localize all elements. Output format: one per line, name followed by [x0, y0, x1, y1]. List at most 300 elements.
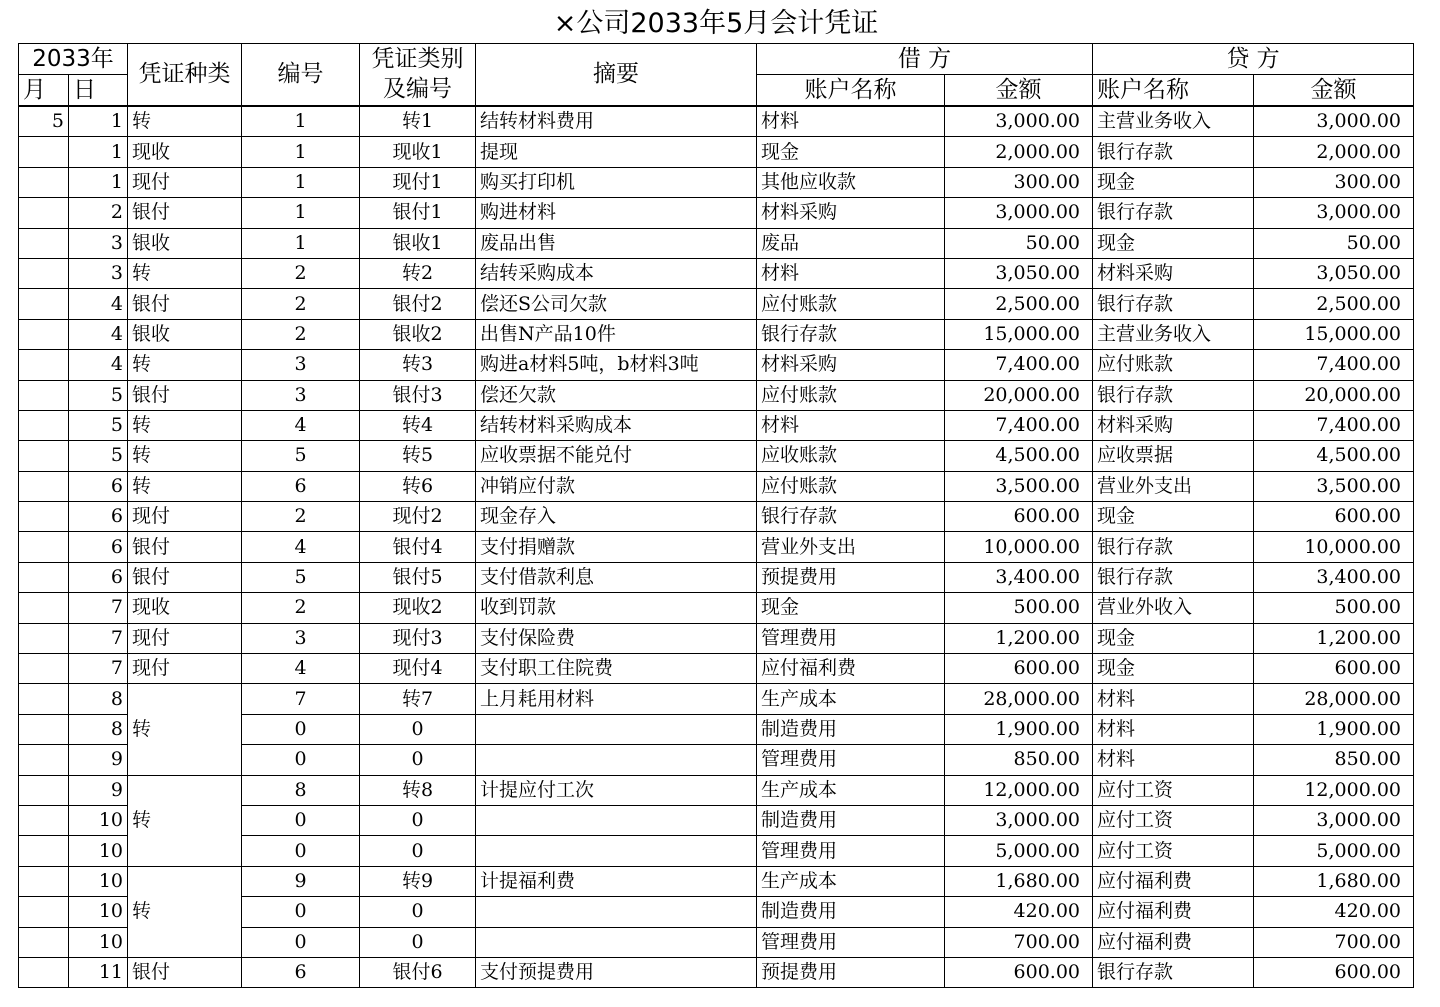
- cell-day: 6: [69, 471, 128, 501]
- cell-credit-account: 现金: [1093, 623, 1254, 653]
- cell-day: 10: [69, 836, 128, 866]
- cell-category: 转9: [360, 866, 476, 896]
- cell-debit-account: 生产成本: [757, 775, 945, 805]
- cell-category: 现付2: [360, 502, 476, 532]
- cell-month: [19, 441, 69, 471]
- cell-voucher-type: 现付: [128, 502, 242, 532]
- cell-number: 3: [242, 350, 360, 380]
- cell-voucher-type: 银收: [128, 319, 242, 349]
- cell-category: 转6: [360, 471, 476, 501]
- cell-summary: 支付保险费: [476, 623, 757, 653]
- cell-credit-account: 应付工资: [1093, 775, 1254, 805]
- cell-debit-account: 管理费用: [757, 623, 945, 653]
- cell-summary: 购进a材料5吨，b材料3吨: [476, 350, 757, 380]
- cell-day: 2: [69, 198, 128, 228]
- cell-debit-amount: 7,400.00: [945, 350, 1093, 380]
- cell-debit-amount: 2,000.00: [945, 137, 1093, 167]
- cell-credit-account: 应付工资: [1093, 836, 1254, 866]
- cell-credit-amount: 10,000.00: [1254, 532, 1414, 562]
- cell-category: 0: [360, 836, 476, 866]
- cell-credit-account: 银行存款: [1093, 380, 1254, 410]
- cell-summary: [476, 836, 757, 866]
- header-credit-amount: 金额: [1254, 75, 1414, 107]
- cell-category: 银付2: [360, 289, 476, 319]
- cell-summary: 上月耗用材料: [476, 684, 757, 714]
- cell-debit-account: 制造费用: [757, 714, 945, 744]
- cell-month: [19, 502, 69, 532]
- table-row: [19, 957, 1414, 987]
- table-row: [19, 623, 1414, 653]
- cell-category: 转8: [360, 775, 476, 805]
- cell-month: [19, 927, 69, 957]
- cell-month: [19, 319, 69, 349]
- cell-month: [19, 562, 69, 592]
- cell-number: 1: [242, 228, 360, 258]
- cell-debit-account: 应收账款: [757, 441, 945, 471]
- cell-day: 8: [69, 714, 128, 744]
- cell-month: [19, 198, 69, 228]
- cell-credit-amount: 50.00: [1254, 228, 1414, 258]
- cell-summary: 结转材料采购成本: [476, 410, 757, 440]
- cell-category: 银收2: [360, 319, 476, 349]
- cell-credit-amount: 7,400.00: [1254, 350, 1414, 380]
- table-row: [19, 258, 1414, 288]
- cell-month: [19, 258, 69, 288]
- cell-credit-amount: 3,000.00: [1254, 198, 1414, 228]
- cell-category: 现付3: [360, 623, 476, 653]
- cell-day: 5: [69, 441, 128, 471]
- cell-category: 0: [360, 714, 476, 744]
- cell-debit-amount: 28,000.00: [945, 684, 1093, 714]
- cell-credit-account: 银行存款: [1093, 957, 1254, 987]
- table-row: [19, 502, 1414, 532]
- cell-summary: 出售N产品10件: [476, 319, 757, 349]
- table-row: [19, 350, 1414, 380]
- cell-voucher-type: 转: [128, 258, 242, 288]
- cell-number: 0: [242, 805, 360, 835]
- cell-summary: 计提福利费: [476, 866, 757, 896]
- cell-credit-account: 应付福利费: [1093, 927, 1254, 957]
- cell-day: 10: [69, 927, 128, 957]
- cell-voucher-type: 现付: [128, 623, 242, 653]
- cell-credit-amount: 700.00: [1254, 927, 1414, 957]
- cell-summary: 支付预提费用: [476, 957, 757, 987]
- cell-summary: 支付借款利息: [476, 562, 757, 592]
- cell-credit-amount: 300.00: [1254, 167, 1414, 197]
- cell-number: 4: [242, 654, 360, 684]
- cell-credit-account: 现金: [1093, 228, 1254, 258]
- cell-category: 0: [360, 897, 476, 927]
- cell-day: 7: [69, 623, 128, 653]
- cell-month: [19, 593, 69, 623]
- cell-day: 6: [69, 502, 128, 532]
- cell-voucher-type: 转: [128, 410, 242, 440]
- cell-credit-amount: 1,900.00: [1254, 714, 1414, 744]
- cell-day: 1: [69, 106, 128, 137]
- cell-credit-account: 现金: [1093, 167, 1254, 197]
- cell-number: 5: [242, 562, 360, 592]
- header-category: [360, 44, 476, 107]
- cell-month: [19, 805, 69, 835]
- cell-month: [19, 410, 69, 440]
- cell-category: 现收2: [360, 593, 476, 623]
- cell-day: 4: [69, 350, 128, 380]
- cell-credit-amount: 1,200.00: [1254, 623, 1414, 653]
- cell-debit-amount: 3,000.00: [945, 198, 1093, 228]
- cell-credit-account: 应付福利费: [1093, 866, 1254, 896]
- cell-category: 0: [360, 805, 476, 835]
- cell-credit-account: 材料: [1093, 684, 1254, 714]
- cell-credit-account: 银行存款: [1093, 198, 1254, 228]
- table-row: [19, 654, 1414, 684]
- cell-credit-account: 营业外支出: [1093, 471, 1254, 501]
- table-row: [19, 593, 1414, 623]
- cell-category: 转4: [360, 410, 476, 440]
- cell-voucher-type: 银付: [128, 380, 242, 410]
- cell-debit-account: 材料采购: [757, 350, 945, 380]
- header-month: 月: [19, 75, 69, 107]
- table-row: [19, 441, 1414, 471]
- cell-debit-account: 预提费用: [757, 957, 945, 987]
- table-row: [19, 228, 1414, 258]
- cell-debit-account: 应付福利费: [757, 654, 945, 684]
- cell-debit-amount: 300.00: [945, 167, 1093, 197]
- header-debit: 借 方: [757, 44, 1093, 75]
- cell-summary: 结转材料费用: [476, 106, 757, 137]
- header-number: 编号: [242, 44, 360, 107]
- cell-summary: 废品出售: [476, 228, 757, 258]
- cell-number: 7: [242, 684, 360, 714]
- cell-voucher-type: 银付: [128, 532, 242, 562]
- cell-debit-account: 应付账款: [757, 471, 945, 501]
- cell-debit-amount: 3,500.00: [945, 471, 1093, 501]
- cell-debit-account: 预提费用: [757, 562, 945, 592]
- page-title: ×公司2033年5月会计凭证: [553, 8, 879, 39]
- cell-credit-account: 银行存款: [1093, 137, 1254, 167]
- cell-number: 2: [242, 289, 360, 319]
- cell-summary: 支付捐赠款: [476, 532, 757, 562]
- cell-category: 银付1: [360, 198, 476, 228]
- cell-number: 4: [242, 532, 360, 562]
- cell-credit-account: 现金: [1093, 654, 1254, 684]
- cell-day: 6: [69, 532, 128, 562]
- cell-day: 8: [69, 684, 128, 714]
- cell-number: 0: [242, 714, 360, 744]
- cell-debit-account: 材料: [757, 410, 945, 440]
- cell-credit-account: 银行存款: [1093, 562, 1254, 592]
- cell-credit-amount: 12,000.00: [1254, 775, 1414, 805]
- voucher-table: [18, 43, 1414, 988]
- table-row: [19, 684, 1414, 714]
- cell-voucher-type: 银收: [128, 228, 242, 258]
- cell-month: [19, 380, 69, 410]
- cell-category: 转3: [360, 350, 476, 380]
- cell-summary: 购进材料: [476, 198, 757, 228]
- cell-debit-account: 银行存款: [757, 502, 945, 532]
- cell-summary: 结转采购成本: [476, 258, 757, 288]
- cell-number: 3: [242, 380, 360, 410]
- cell-day: 1: [69, 137, 128, 167]
- cell-credit-amount: 5,000.00: [1254, 836, 1414, 866]
- cell-day: 1: [69, 167, 128, 197]
- cell-day: 10: [69, 897, 128, 927]
- cell-voucher-type: 转: [128, 106, 242, 137]
- cell-debit-account: 现金: [757, 593, 945, 623]
- cell-month: [19, 471, 69, 501]
- cell-debit-account: 管理费用: [757, 836, 945, 866]
- cell-month: [19, 289, 69, 319]
- table-row: [19, 380, 1414, 410]
- cell-credit-amount: 20,000.00: [1254, 380, 1414, 410]
- cell-number: 2: [242, 258, 360, 288]
- cell-day: 3: [69, 228, 128, 258]
- cell-credit-amount: 3,050.00: [1254, 258, 1414, 288]
- cell-category: 银付5: [360, 562, 476, 592]
- cell-credit-amount: 2,000.00: [1254, 137, 1414, 167]
- cell-voucher-type: 银付: [128, 289, 242, 319]
- cell-debit-account: 应付账款: [757, 380, 945, 410]
- cell-debit-account: 营业外支出: [757, 532, 945, 562]
- cell-credit-account: 材料: [1093, 745, 1254, 775]
- cell-month: [19, 714, 69, 744]
- cell-number: 2: [242, 502, 360, 532]
- cell-day: 5: [69, 380, 128, 410]
- cell-summary: 偿还欠款: [476, 380, 757, 410]
- cell-voucher-type: 转: [128, 866, 242, 957]
- cell-voucher-type: 银付: [128, 957, 242, 987]
- cell-credit-account: 材料: [1093, 714, 1254, 744]
- cell-debit-amount: 1,900.00: [945, 714, 1093, 744]
- cell-month: [19, 745, 69, 775]
- cell-number: 8: [242, 775, 360, 805]
- cell-debit-account: 材料: [757, 106, 945, 137]
- cell-number: 1: [242, 198, 360, 228]
- cell-number: 1: [242, 137, 360, 167]
- cell-month: 5: [19, 106, 69, 137]
- cell-debit-amount: 50.00: [945, 228, 1093, 258]
- header-category-line2: 及编号: [383, 75, 453, 102]
- cell-debit-account: 制造费用: [757, 897, 945, 927]
- cell-debit-amount: 3,000.00: [945, 106, 1093, 137]
- cell-voucher-type: 银付: [128, 198, 242, 228]
- cell-debit-account: 银行存款: [757, 319, 945, 349]
- cell-credit-account: 营业外收入: [1093, 593, 1254, 623]
- cell-credit-amount: 420.00: [1254, 897, 1414, 927]
- cell-debit-account: 现金: [757, 137, 945, 167]
- header-year: 2033年: [19, 44, 128, 75]
- cell-summary: 冲销应付款: [476, 471, 757, 501]
- cell-summary: [476, 745, 757, 775]
- cell-debit-account: 生产成本: [757, 684, 945, 714]
- cell-category: 现收1: [360, 137, 476, 167]
- cell-credit-account: 材料采购: [1093, 258, 1254, 288]
- cell-debit-amount: 12,000.00: [945, 775, 1093, 805]
- cell-month: [19, 775, 69, 805]
- cell-credit-amount: 3,500.00: [1254, 471, 1414, 501]
- cell-credit-account: 应付工资: [1093, 805, 1254, 835]
- cell-credit-account: 主营业务收入: [1093, 106, 1254, 137]
- table-row: [19, 319, 1414, 349]
- cell-debit-amount: 3,050.00: [945, 258, 1093, 288]
- cell-voucher-type: 转: [128, 775, 242, 866]
- cell-category: 银付6: [360, 957, 476, 987]
- cell-month: [19, 228, 69, 258]
- cell-debit-amount: 600.00: [945, 654, 1093, 684]
- cell-voucher-type: 转: [128, 350, 242, 380]
- cell-number: 4: [242, 410, 360, 440]
- cell-number: 6: [242, 471, 360, 501]
- cell-voucher-type: 转: [128, 441, 242, 471]
- cell-month: [19, 532, 69, 562]
- cell-credit-amount: 500.00: [1254, 593, 1414, 623]
- cell-voucher-type: 现收: [128, 137, 242, 167]
- cell-day: 4: [69, 289, 128, 319]
- cell-category: 转7: [360, 684, 476, 714]
- cell-summary: 购买打印机: [476, 167, 757, 197]
- cell-category: 银付4: [360, 532, 476, 562]
- cell-category: 转2: [360, 258, 476, 288]
- table-row: [19, 137, 1414, 167]
- cell-debit-amount: 850.00: [945, 745, 1093, 775]
- cell-voucher-type: 现付: [128, 654, 242, 684]
- cell-category: 转5: [360, 441, 476, 471]
- cell-debit-amount: 1,680.00: [945, 866, 1093, 896]
- cell-credit-amount: 3,400.00: [1254, 562, 1414, 592]
- cell-credit-amount: 4,500.00: [1254, 441, 1414, 471]
- table-row: [19, 866, 1414, 896]
- cell-debit-amount: 3,000.00: [945, 805, 1093, 835]
- cell-credit-amount: 600.00: [1254, 654, 1414, 684]
- cell-credit-account: 现金: [1093, 502, 1254, 532]
- cell-month: [19, 684, 69, 714]
- cell-number: 1: [242, 106, 360, 137]
- table-row: [19, 562, 1414, 592]
- cell-number: 0: [242, 927, 360, 957]
- cell-summary: 现金存入: [476, 502, 757, 532]
- cell-credit-amount: 3,000.00: [1254, 106, 1414, 137]
- cell-credit-amount: 850.00: [1254, 745, 1414, 775]
- cell-day: 9: [69, 775, 128, 805]
- cell-summary: 收到罚款: [476, 593, 757, 623]
- header-category-line1: 凭证类别: [371, 45, 464, 72]
- cell-credit-account: 材料采购: [1093, 410, 1254, 440]
- cell-credit-account: 应付福利费: [1093, 897, 1254, 927]
- header-credit: 贷 方: [1093, 44, 1414, 75]
- cell-number: 0: [242, 897, 360, 927]
- table-row: [19, 106, 1414, 137]
- cell-category: 0: [360, 927, 476, 957]
- cell-debit-account: 废品: [757, 228, 945, 258]
- cell-voucher-type: 转: [128, 471, 242, 501]
- table-row: [19, 167, 1414, 197]
- cell-summary: [476, 805, 757, 835]
- cell-debit-amount: 600.00: [945, 957, 1093, 987]
- cell-debit-amount: 3,400.00: [945, 562, 1093, 592]
- cell-summary: [476, 897, 757, 927]
- cell-voucher-type: 转: [128, 684, 242, 775]
- cell-credit-account: 应收票据: [1093, 441, 1254, 471]
- cell-day: 7: [69, 654, 128, 684]
- cell-credit-amount: 28,000.00: [1254, 684, 1414, 714]
- table-row: [19, 532, 1414, 562]
- cell-debit-account: 管理费用: [757, 927, 945, 957]
- cell-debit-amount: 500.00: [945, 593, 1093, 623]
- cell-debit-amount: 700.00: [945, 927, 1093, 957]
- header-summary: 摘要: [476, 44, 757, 107]
- cell-day: 3: [69, 258, 128, 288]
- table-row: [19, 775, 1414, 805]
- cell-credit-amount: 600.00: [1254, 502, 1414, 532]
- cell-number: 9: [242, 866, 360, 896]
- cell-credit-account: 银行存款: [1093, 289, 1254, 319]
- cell-day: 10: [69, 805, 128, 835]
- cell-debit-account: 应付账款: [757, 289, 945, 319]
- cell-number: 5: [242, 441, 360, 471]
- cell-credit-account: 主营业务收入: [1093, 319, 1254, 349]
- cell-summary: [476, 927, 757, 957]
- cell-debit-account: 其他应收款: [757, 167, 945, 197]
- cell-voucher-type: 现收: [128, 593, 242, 623]
- header-day: 日: [69, 75, 128, 107]
- cell-summary: 偿还S公司欠款: [476, 289, 757, 319]
- cell-day: 4: [69, 319, 128, 349]
- cell-debit-amount: 10,000.00: [945, 532, 1093, 562]
- cell-day: 9: [69, 745, 128, 775]
- cell-debit-amount: 5,000.00: [945, 836, 1093, 866]
- cell-credit-account: 银行存款: [1093, 532, 1254, 562]
- cell-credit-amount: 1,680.00: [1254, 866, 1414, 896]
- cell-number: 3: [242, 623, 360, 653]
- cell-credit-amount: 600.00: [1254, 957, 1414, 987]
- cell-day: 11: [69, 957, 128, 987]
- cell-month: [19, 350, 69, 380]
- table-row: [19, 289, 1414, 319]
- table-row: [19, 198, 1414, 228]
- cell-debit-amount: 420.00: [945, 897, 1093, 927]
- cell-summary: 提现: [476, 137, 757, 167]
- cell-month: [19, 654, 69, 684]
- cell-debit-amount: 20,000.00: [945, 380, 1093, 410]
- cell-debit-account: 生产成本: [757, 866, 945, 896]
- cell-credit-amount: 7,400.00: [1254, 410, 1414, 440]
- cell-category: 银收1: [360, 228, 476, 258]
- cell-number: 2: [242, 593, 360, 623]
- cell-summary: 应收票据不能兑付: [476, 441, 757, 471]
- cell-day: 5: [69, 410, 128, 440]
- cell-day: 7: [69, 593, 128, 623]
- cell-summary: 支付职工住院费: [476, 654, 757, 684]
- cell-month: [19, 866, 69, 896]
- cell-month: [19, 897, 69, 927]
- cell-category: 转1: [360, 106, 476, 137]
- cell-credit-amount: 15,000.00: [1254, 319, 1414, 349]
- cell-number: 0: [242, 836, 360, 866]
- cell-voucher-type: 现付: [128, 167, 242, 197]
- cell-debit-amount: 1,200.00: [945, 623, 1093, 653]
- cell-month: [19, 137, 69, 167]
- header-debit-amount: 金额: [945, 75, 1093, 107]
- cell-day: 6: [69, 562, 128, 592]
- cell-month: [19, 836, 69, 866]
- cell-voucher-type: 银付: [128, 562, 242, 592]
- header-voucher-type: 凭证种类: [128, 44, 242, 107]
- cell-category: 银付3: [360, 380, 476, 410]
- cell-credit-amount: 2,500.00: [1254, 289, 1414, 319]
- cell-debit-amount: 4,500.00: [945, 441, 1093, 471]
- cell-number: 0: [242, 745, 360, 775]
- header-credit-account: 账户名称: [1093, 75, 1254, 107]
- cell-month: [19, 957, 69, 987]
